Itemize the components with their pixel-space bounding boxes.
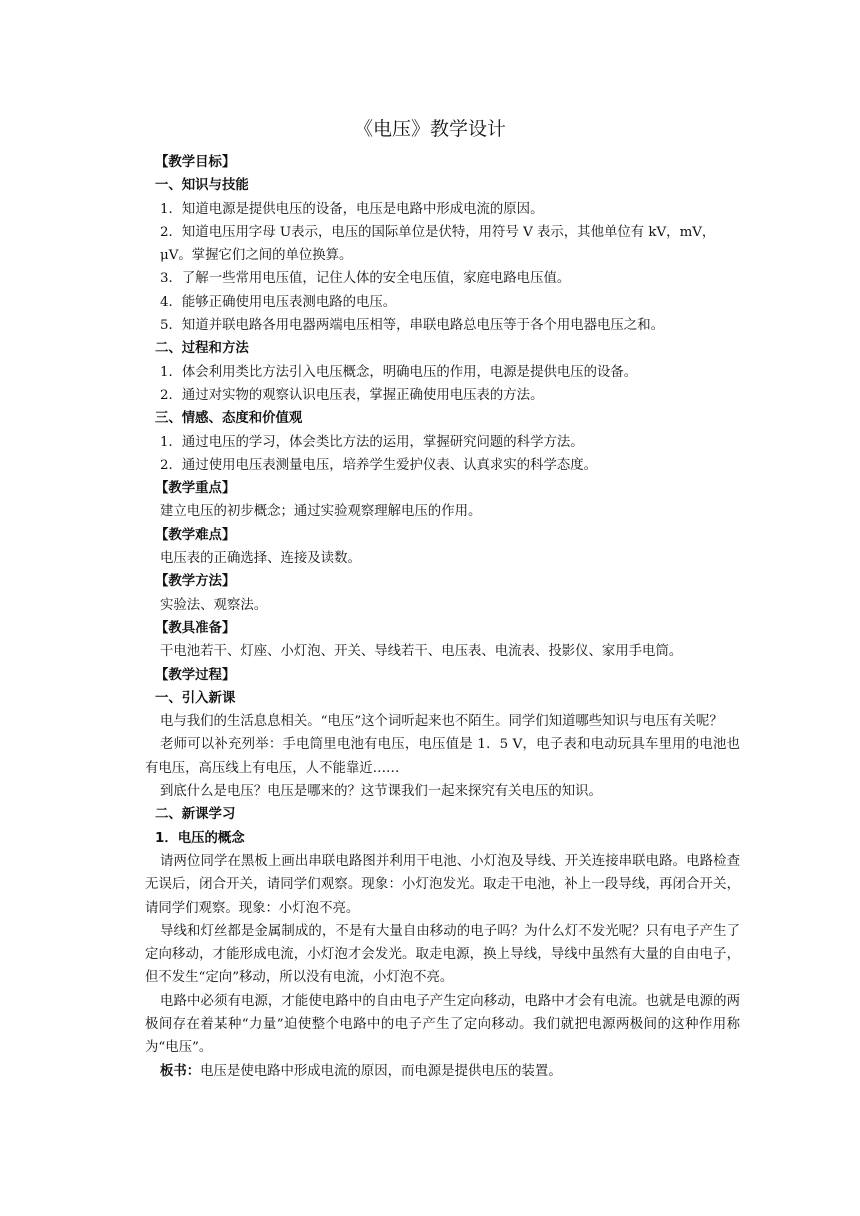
list-item: 3．了解一些常用电压值，记住人体的安全电压值，家庭电路电压值。 <box>160 271 571 287</box>
paragraph: 到底什么是电压？电压是哪来的？这节课我们一起来探究有关电压的知识。 <box>160 784 602 800</box>
list-item: 4．能够正确使用电压表测电路的电压。 <box>160 294 397 310</box>
paragraph: 请两位同学在黑板上画出串联电路图并利用干电池、小灯泡及导线、开关连接串联电路。电路检查无误后，闭合开关，请同学们观察。现象：小灯泡发光。取走干电池，补上一段导线，再闭合开关，请同学们观察。现象：小灯泡不亮。 <box>145 853 740 916</box>
paragraph: 电路中必须有电源，才能使电路中的自由电子产生定向移动，电路中才会有电流。也就是电源的两极间存在着某种“力量”迫使整个电路中的电子产生了定向移动。我们就把电源两极间的这种作用称为“电压”。 <box>145 993 740 1056</box>
board-text: 电压是使电路中形成电流的原因，而电源是提供电压的装置。 <box>200 1063 562 1079</box>
board-label: 板书： <box>160 1063 201 1079</box>
section-heading-process: 【教学过程】 <box>155 667 236 683</box>
key-points-text: 建立电压的初步概念；通过实验观察理解电压的作用。 <box>160 504 482 520</box>
subsubsection-heading-voltage-concept: 1．电压的概念 <box>155 830 245 846</box>
subsection-heading-new-lesson: 二、新课学习 <box>155 807 236 823</box>
section-heading-methods: 【教学方法】 <box>155 574 236 590</box>
section-heading-objectives: 【教学目标】 <box>155 155 236 170</box>
tools-text: 干电池若干、灯座、小灯泡、开关、导线若干、电压表、电流表、投影仪、家用手电筒。 <box>160 644 683 660</box>
subsection-heading-process: 二、过程和方法 <box>155 341 249 357</box>
subsection-heading-knowledge: 一、知识与技能 <box>155 178 249 194</box>
list-item: 1．体会利用类比方法引入电压概念，明确电压的作用，电源是提供电压的设备。 <box>160 364 638 380</box>
paragraph: 老师可以补充列举：手电筒里电池有电压，电压值是 1．5 V，电子表和电动玩具车里用的电池也有电压，高压线上有电压，人不能靠近…… <box>145 737 740 776</box>
subsection-heading-emotion: 三、情感、态度和价值观 <box>155 411 303 427</box>
section-heading-key-points: 【教学重点】 <box>155 481 236 497</box>
list-item: 5．知道并联电路各用电器两端电压相等，串联电路总电压等于各个用电器电压之和。 <box>160 318 664 334</box>
section-heading-difficulties: 【教学难点】 <box>155 527 236 543</box>
board-note <box>145 1060 740 1083</box>
document-content <box>145 151 740 1083</box>
paragraph: 电与我们的生活息息相关。“电压”这个词听起来也不陌生。同学们知道哪些知识与电压有关呢？ <box>160 714 723 730</box>
list-item: 1．知道电源是提供电压的设备，电压是电路中形成电流的原因。 <box>160 201 544 217</box>
paragraph: 导线和灯丝都是金属制成的，不是有大量自由移动的电子吗？为什么灯不发光呢？只有电子产生了定向移动，才能形成电流，小灯泡才会发光。取走电源，换上导线，导线中虽然有大量的自由电子，但不发生“定向”移动，所以没有电流，小灯泡不亮。 <box>145 923 740 986</box>
list-item: 2．通过使用电压表测量电压，培养学生爱护仪表、认真求实的科学态度。 <box>160 457 598 473</box>
difficulties-text: 电压表的正确选择、连接及读数。 <box>160 551 361 567</box>
document-title: 《电压》教学设计 <box>353 118 506 140</box>
section-heading-tools: 【教具准备】 <box>155 620 236 636</box>
list-item: 1．通过电压的学习，体会类比方法的运用，掌握研究问题的科学方法。 <box>160 434 584 450</box>
methods-text: 实验法、观察法。 <box>160 597 268 613</box>
subsection-heading-intro: 一、引入新课 <box>155 690 236 706</box>
list-item: 2．通过对实物的观察认识电压表，掌握正确使用电压表的方法。 <box>160 387 544 403</box>
list-item: 2．知道电压用字母 U表示，电压的国际单位是伏特，用符号 V 表示，其他单位有 kV，mV，μV。掌握它们之间的单位换算。 <box>160 224 716 264</box>
